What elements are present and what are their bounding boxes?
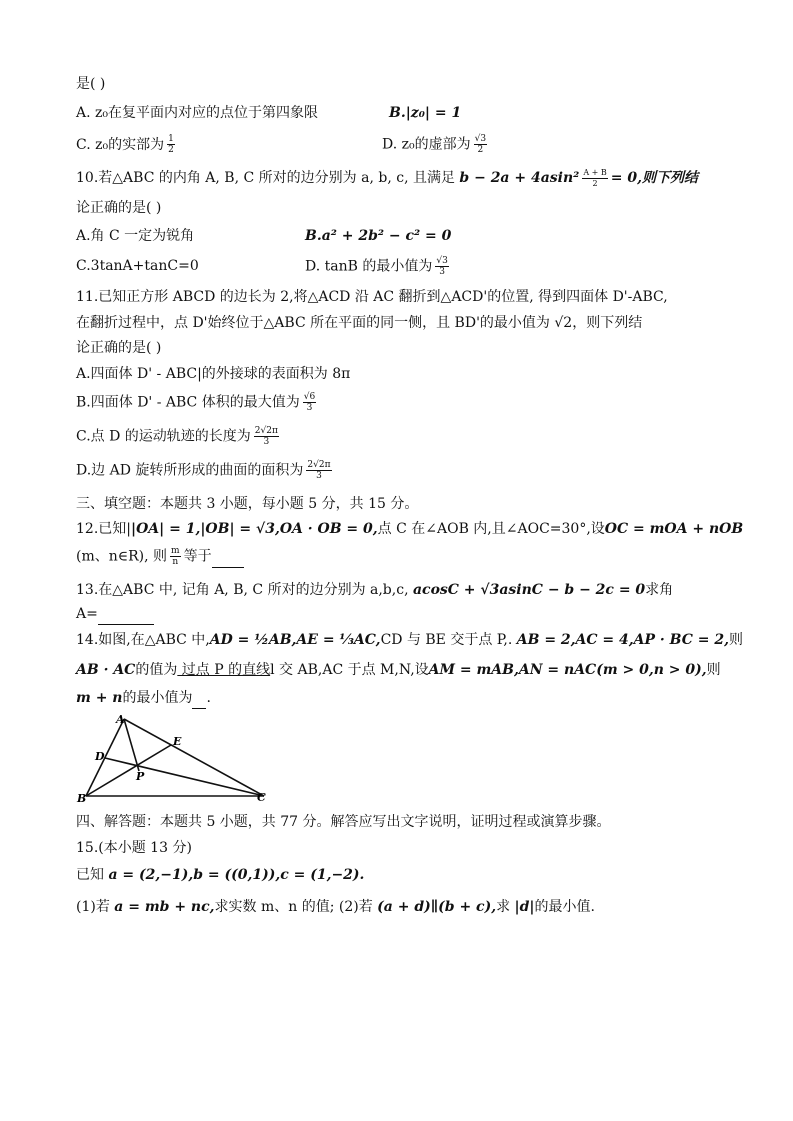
q10-option-a: A.角 C 一定为锐角 <box>76 228 195 244</box>
q11-option-c: C.点 D 的运动轨迹的长度为 $\frac{2√2\pi}{3}$ <box>76 426 278 447</box>
q9-tail: 是( ) <box>76 76 106 92</box>
q9-option-a: A. z₀在复平面内对应的点位于第四象限 <box>76 105 318 121</box>
q9-option-b: B.|z₀| = 1 <box>389 105 462 121</box>
q10-options-row2 <box>76 256 726 276</box>
section-3-heading: 三、填空题：本题共 3 小题，每小题 5 分，共 15 分。 <box>76 496 419 512</box>
q11-stem-line1: 11.已知正方形 ABCD 的边长为 2,将△ACD 沿 AC 翻折到△ACD'的位置, 得到四面体 D'-ABC, <box>76 289 668 305</box>
fig-label-b: B <box>77 792 87 805</box>
q10-option-c: C.3tanA+tanC=0 <box>76 258 199 274</box>
fig-label-d: D <box>95 750 105 763</box>
q9-option-c: C. z₀的实部为 $\frac{1}{2}$ <box>76 134 174 155</box>
q9-option-d: D. z₀的虚部为 $\frac{√3}{2}$ <box>382 134 487 155</box>
q14-triangle-figure <box>76 712 276 807</box>
q15-given: 已知 a = (2,−1),b = ((0,1)),c = (1,−2). <box>76 867 365 883</box>
q13-stem-line1: 13.在△ABC 中, 记角 A, B, C 所对的边分别为 a,b,c, acosC + √3asinC − b − 2c = 0求角 <box>76 582 674 598</box>
q10-option-d: D. tanB 的最小值为 $\frac{√3}{3}$ <box>305 256 448 277</box>
q15-parts: (1)若 a = mb + nc,求实数 m、n 的值; (2)若 (a + d)∥(b + c),求 |d|的最小值. <box>76 899 595 915</box>
q9-options-row2 <box>76 134 726 155</box>
fig-label-p: P <box>136 770 145 783</box>
q13-stem-line2: A= <box>76 604 726 625</box>
fig-segment-cd <box>105 758 264 796</box>
q14-answer-blank <box>192 688 206 709</box>
q12-stem-line1: 12.已知||OA| = 1,|OB| = √3,OA · OB = 0,点 C 在∠AOB 内,且∠AOC=30°,设OC = mOA + nOB <box>76 521 744 537</box>
fig-side-ac <box>124 719 264 796</box>
q11-stem-line2: 在翻折过程中，点 D'始终位于△ABC 所在平面的同一侧，且 BD'的最小值为 √2，则下列结 <box>76 315 643 331</box>
q15-heading: 15.(本小题 13 分) <box>76 840 192 856</box>
q11-option-b: B.四面体 D' - ABC 体积的最大值为 $\frac{√6}{3}$ <box>76 392 316 413</box>
fig-label-c: C <box>257 791 266 804</box>
q11-option-d: D.边 AD 旋转所形成的曲面的面积为 $\frac{2√2\pi}{3}$ <box>76 460 331 481</box>
q10-options-row1 <box>76 226 726 246</box>
q14-stem-line2: AB · AC的值为 过点 P 的直线l 交 AB,AC 于点 M,N,设AM = mAB,AN = nAC(m > 0,n > 0),则 <box>76 662 721 678</box>
fig-label-a: A <box>116 713 125 726</box>
q11-option-a: A.四面体 D' - ABC|的外接球的表面积为 8π <box>76 366 351 382</box>
q10-stem-line1: 10.若△ABC 的内角 A, B, C 所对的边分别为 a, b, c, 且满足 b − 2a + 4asin² $\frac{A + B}{2}$ = 0,则下列结 <box>76 168 698 188</box>
q12-answer-blank <box>212 547 244 568</box>
q9-options-row1 <box>76 103 726 123</box>
fig-label-e: E <box>173 735 182 748</box>
q12-stem-line2: (m、n∈R), 则 $\frac{m}{n}$ 等于 <box>76 546 726 568</box>
q14-stem-line3: m + n的最小值为 . <box>76 688 726 709</box>
q10-stem-line2: 论正确的是( ) <box>76 200 162 216</box>
q11-stem-line3: 论正确的是( ) <box>76 340 162 356</box>
section-4-heading: 四、解答题：本题共 5 小题，共 77 分。解答应写出文字说明，证明过程或演算步骤。 <box>76 814 611 830</box>
q10-option-b: B.a² + 2b² − c² = 0 <box>305 228 452 244</box>
q13-answer-blank <box>98 604 154 625</box>
q14-stem-line1: 14.如图,在△ABC 中,AD = ½AB,AE = ⅓AC,CD 与 BE 交于点 P,. AB = 2,AC = 4,AP · BC = 2,则 <box>76 632 743 648</box>
